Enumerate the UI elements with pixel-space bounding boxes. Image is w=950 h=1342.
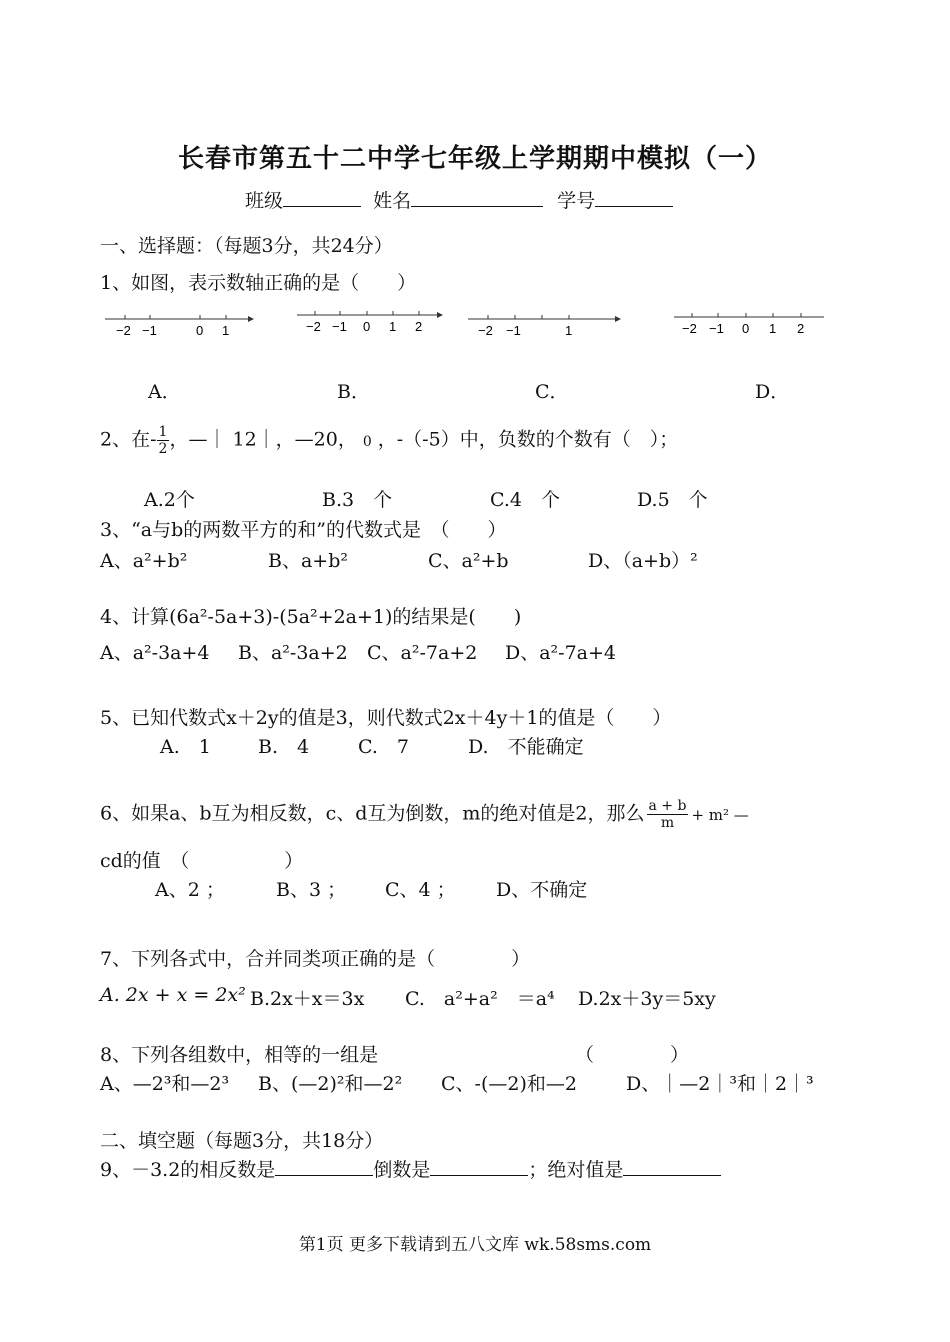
q6-frac-den: m <box>660 815 675 831</box>
q6-option-a[interactable]: A、2 ； <box>155 879 225 901</box>
section-1-heading: 一、选择题：（每题3分，共24分） <box>100 235 393 257</box>
number-line-d <box>672 305 832 341</box>
line-b-label: 2 <box>415 319 423 334</box>
number-line-a <box>100 305 260 341</box>
q1-option-d[interactable]: D． <box>755 381 790 403</box>
q4-option-b[interactable]: B、a²-3a+2 <box>238 642 348 664</box>
q5-option-a[interactable]: A. 1 <box>160 736 211 758</box>
q6-tail: + m² — <box>691 805 749 824</box>
q6-line-2: cd的值 （ ） <box>100 850 304 872</box>
page-title: 长春市第五十二中学七年级上学期期中模拟（一） <box>177 144 772 174</box>
q6-fraction <box>647 798 689 831</box>
q6-option-b[interactable]: B、3 ； <box>276 879 347 901</box>
question-4-stem: 4、计算(6a²-5a+3)-(5a²+2a+1)的结果是( ) <box>100 606 522 628</box>
line-c-label: −2 <box>478 323 493 338</box>
q3-option-c[interactable]: C、a²+b <box>428 550 509 572</box>
line-c-label: 1 <box>565 323 573 338</box>
class-label: 班级 <box>245 190 284 212</box>
q6-option-d[interactable]: D、不确定 <box>496 879 588 901</box>
q2-option-b[interactable]: B.3 个 <box>322 489 393 511</box>
class-blank[interactable] <box>283 188 361 207</box>
q8-option-a[interactable]: A、—2³和—2³ <box>100 1073 230 1095</box>
q3-option-a[interactable]: A、a²+b² <box>100 550 188 572</box>
q8-option-c[interactable]: C、-(—2)和—2 <box>441 1073 577 1095</box>
q2-option-d[interactable]: D.5 个 <box>637 489 708 511</box>
q7-option-b[interactable]: B.2x＋x＝3x <box>250 988 365 1010</box>
question-6-stem <box>100 798 749 831</box>
line-b-label: −1 <box>332 319 347 334</box>
page-footer: 第1页 更多下载请到五八文库 wk.58sms.com <box>298 1235 652 1255</box>
q5-option-b[interactable]: B. 4 <box>258 736 310 758</box>
q1-option-b[interactable]: B． <box>337 381 370 403</box>
q8-answer-paren[interactable]: （ ） <box>575 1044 690 1066</box>
question-1-stem: 1、如图，表示数轴正确的是（ ） <box>100 272 417 294</box>
q9-part-a: 9、－3.2的相反数是 <box>100 1159 276 1181</box>
id-label: 学号 <box>557 190 596 212</box>
question-8-stem: 8、下列各组数中，相等的一组是 <box>100 1044 379 1066</box>
q2-option-c[interactable]: C.4 个 <box>490 489 560 511</box>
question-2-stem <box>100 424 678 457</box>
q3-option-d[interactable]: D、（a+b）² <box>588 550 698 572</box>
name-blank[interactable] <box>411 188 543 207</box>
question-5-stem: 5、已知代数式x＋2y的值是3，则代数式2x＋4y＋1的值是（ ） <box>100 707 672 729</box>
number-line-c <box>465 305 630 341</box>
q2-frac-num: 1 <box>158 424 168 440</box>
q9-blank-opposite[interactable] <box>275 1157 373 1176</box>
q2-frac-den: 2 <box>158 441 168 457</box>
q9-part-c: ；绝对值是 <box>528 1159 624 1181</box>
q2-mid1: ，—｜ 12｜，—20， <box>169 428 357 451</box>
q2-mid2: ，-（-5）中，负数的个数有（ ）； <box>377 428 679 451</box>
q6-option-c[interactable]: C、4 ； <box>385 879 456 901</box>
q3-option-b[interactable]: B、a+b² <box>268 550 348 572</box>
line-d-label: −1 <box>709 321 724 336</box>
q1-option-a[interactable]: A． <box>148 381 181 403</box>
q8-option-b[interactable]: B、(—2)²和—2² <box>258 1073 403 1095</box>
q9-blank-reciprocal[interactable] <box>430 1157 528 1176</box>
q4-option-a[interactable]: A、a²-3a+4 <box>100 642 210 664</box>
q5-option-c[interactable]: C. 7 <box>358 736 409 758</box>
line-a-label: 0 <box>196 323 204 338</box>
q6-stem-text: 6、如果a、b互为相反数，c、d互为倒数，m的绝对值是2，那么 <box>100 802 645 825</box>
line-d-label: −2 <box>682 321 697 336</box>
q2-zero: 0 <box>362 433 372 450</box>
name-label: 姓名 <box>373 190 412 212</box>
student-info-line <box>245 186 673 213</box>
q8-option-d[interactable]: D、｜—2｜³和｜2｜³ <box>626 1073 814 1095</box>
q5-option-d[interactable]: D. 不能确定 <box>468 736 584 758</box>
line-c-label: −1 <box>506 323 521 338</box>
line-b-label: 1 <box>389 319 397 334</box>
q4-option-d[interactable]: D、a²-7a+4 <box>505 642 617 664</box>
q7-option-a[interactable]: A. 2x + x = 2x² <box>100 984 246 1006</box>
q2-option-a[interactable]: A.2个 <box>144 489 195 511</box>
line-d-label: 1 <box>769 321 777 336</box>
section-2-heading: 二、填空题（每题3分，共18分） <box>100 1130 384 1152</box>
line-a-label: 1 <box>222 323 230 338</box>
id-blank[interactable] <box>595 188 673 207</box>
q9-blank-absolute[interactable] <box>623 1157 721 1176</box>
line-b-label: 0 <box>363 319 371 334</box>
q2-pre: 2、在- <box>100 428 157 451</box>
q7-option-c[interactable]: C. a²+a² ＝a⁴ <box>405 988 555 1010</box>
line-d-label: 0 <box>742 321 750 336</box>
q9-part-b: 倒数是 <box>373 1159 431 1181</box>
q2-fraction <box>157 424 170 457</box>
number-line-b <box>295 305 445 341</box>
question-7-stem: 7、下列各式中，合并同类项正确的是（ ） <box>100 948 531 970</box>
question-3-stem: 3、“a与b的两数平方的和”的代数式是 （ ） <box>100 519 507 541</box>
line-d-label: 2 <box>797 321 805 336</box>
q6-frac-num: a + b <box>648 798 687 814</box>
q7-option-d[interactable]: D.2x＋3y＝5xy <box>578 988 716 1010</box>
q4-option-c[interactable]: C、a²-7a+2 <box>367 642 478 664</box>
question-9-line <box>100 1155 721 1182</box>
line-a-label: −1 <box>142 323 157 338</box>
line-b-label: −2 <box>306 319 321 334</box>
q1-option-c[interactable]: C． <box>535 381 569 403</box>
line-a-label: −2 <box>116 323 131 338</box>
